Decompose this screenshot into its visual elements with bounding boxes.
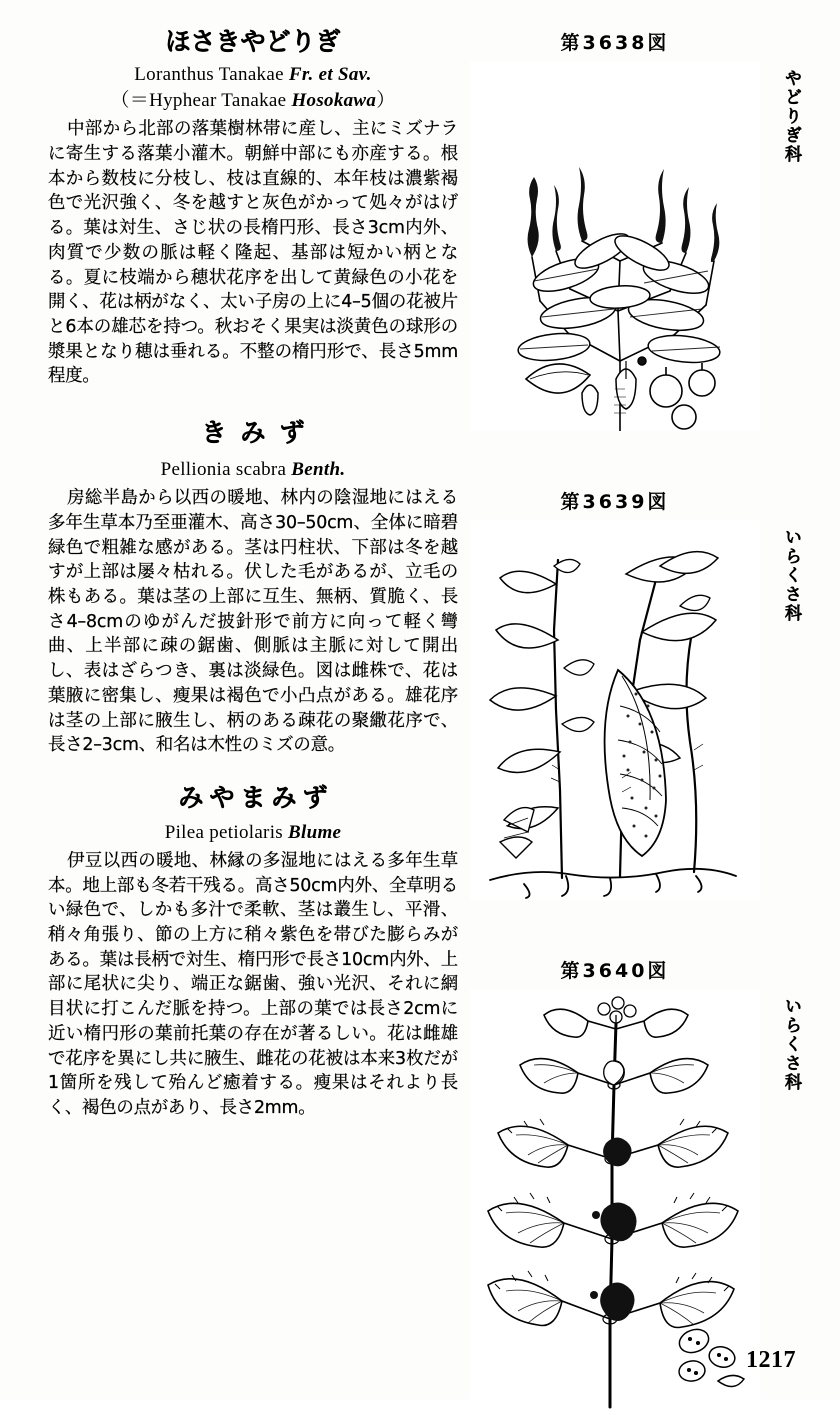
family-label-1: やどりぎ科: [781, 69, 801, 164]
species-entry-2: [48, 419, 458, 758]
figure-block-2: [470, 487, 800, 900]
synonym-authority-1: Hosokawa: [291, 90, 377, 112]
genus-species-3: Pilea petiolaris: [164, 821, 283, 843]
synonym-text-1: （＝Hyphear Tanakae: [110, 90, 292, 112]
figure-column: [470, 28, 800, 1415]
species-entry-1: [48, 28, 458, 389]
botanical-illustration-pellionia: [470, 520, 760, 900]
description-3: 伊豆以西の暖地、林縁の多湿地にはえる多年生草本。地上部も冬若干残る。高さ50cm内外、全草明るい緑色で、しかも多汁で柔軟、茎は叢生し、平滑、稍々角張り、節の上方に稍々紫色を帯びた膨らみがある。葉は長柄で対生、楕円形で長さ10cm内外、上部に尾状に尖り、端正な鋸歯、強い光沢、それに網目状に打こんだ脈を持つ。上部の葉では長さ2cmに近い楕円形の葉前托葉の存在が著るしい。花は雌雄で花序を異にし共に腋生、雌花の花被は本来3枚だが1箇所を残して殆んど癒着する。瘦果はそれより長く、褐色の点があり、長さ2mm。: [48, 850, 458, 1118]
synonym-close-1: ）: [376, 90, 396, 112]
japanese-name-3: みやまみず: [178, 782, 334, 812]
synonym-line-1: [48, 89, 458, 113]
page-number: 1217: [746, 1347, 796, 1373]
description-1: 中部から北部の落葉樹林帯に産し、主にミズナラに寄生する落葉小灌木。朝鮮中部にも亦産する。根本から数枝に分枝し、枝は直線的、本年枝は濃紫褐色で光沢強く、冬を越すと灰色がかって処々がはげる。葉は対生、さじ状の長楕円形、長さ3cm内外、肉質で少数の脈は軽く隆起、基部は短かい柄となる。夏に枝端から穂状花序を出して黄緑色の小花を開く、花は柄がなく、太い子房の上に4–5個の花被片と6本の雄芯を持つ。秋おそく果実は淡黄色の球形の漿果となり穂は垂れる。不整の楕円形で、長さ5mm程度。: [48, 119, 458, 387]
scientific-name-3: [48, 821, 458, 845]
genus-species-1: Loranthus Tanakae: [134, 63, 284, 85]
description-2: 房総半島から以西の暖地、林内の陰湿地にはえる多年生草本乃至亜灌木、高さ30–50cm、全体に暗碧緑色で粗雑な感がある。茎は円柱状、下部は冬を越すが上部は屡々枯れる。伏した毛があるが、立毛の株もある。葉は茎の上部に互生、無柄、質脆く、長さ4–8cmのゆがんだ披針形で前方に向って軽く彎曲、上半部に疎の鋸歯、側脈は主脈に対して開出し、表はざらつき、裏は淡緑色。図は雌株で、花は葉腋に密集し、瘦果は褐色で小凸点がある。雄花序は茎の上部に腋生し、柄のある疎花の聚繖花序で、長さ2–3cm、和名は木性のミズの意。: [48, 488, 458, 756]
figure-caption-1: 第3638図: [560, 32, 670, 54]
botanical-illustration-pilea: [470, 989, 760, 1409]
family-label-3: いらくさ科: [781, 997, 801, 1092]
figure-block-3: [470, 956, 800, 1409]
scientific-name-2: [48, 458, 458, 482]
figure-wrap-1: [470, 61, 800, 431]
figure-block-1: [470, 28, 800, 431]
authority-2: Benth.: [291, 458, 346, 480]
text-column: [48, 28, 458, 1127]
figure-caption-2: 第3639図: [560, 491, 670, 513]
stipules: [604, 1061, 625, 1085]
family-label-2: いらくさ科: [781, 528, 801, 623]
authority-1: Fr. et Sav.: [288, 63, 372, 85]
japanese-name-2: きみず: [201, 418, 319, 448]
scientific-name-1: [48, 63, 458, 87]
figure-wrap-2: [470, 520, 800, 900]
authority-3: Blume: [288, 821, 342, 843]
figure-wrap-3: [470, 989, 800, 1409]
genus-species-2: Pellionia scabra: [160, 458, 287, 480]
botanical-illustration-loranthus: [470, 61, 760, 431]
figure-caption-3: 第3640図: [560, 960, 670, 982]
japanese-name-1: ほさきやどりぎ: [165, 27, 341, 56]
species-entry-3: [48, 784, 458, 1121]
